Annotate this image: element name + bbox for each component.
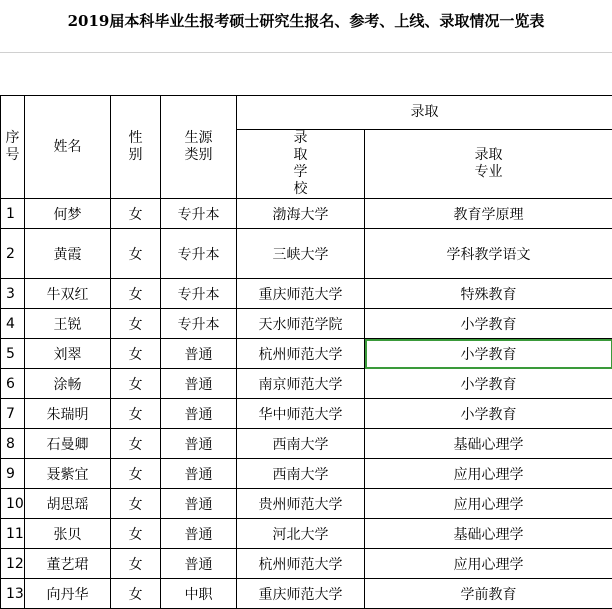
table-row: [1, 549, 612, 579]
cell-school[interactable]: 贵州师范大学: [237, 489, 365, 519]
cell-major[interactable]: 应用心理学: [365, 549, 612, 579]
table-row: [1, 369, 612, 399]
cell-major[interactable]: 学前教育: [365, 579, 612, 609]
cell-major[interactable]: 应用心理学: [365, 459, 612, 489]
cell-source[interactable]: 普通: [161, 519, 237, 549]
cell-no[interactable]: 11: [1, 519, 25, 549]
cell-school[interactable]: 重庆师范大学: [237, 279, 365, 309]
cell-gender[interactable]: 女: [111, 199, 161, 229]
cell-gender[interactable]: 女: [111, 549, 161, 579]
cell-name[interactable]: 董艺珺: [25, 549, 111, 579]
cell-no[interactable]: 7: [1, 399, 25, 429]
cell-name[interactable]: 黄霞: [25, 229, 111, 279]
cell-gender[interactable]: 女: [111, 279, 161, 309]
cell-no[interactable]: 13: [1, 579, 25, 609]
cell-major[interactable]: 小学教育: [365, 399, 612, 429]
cell-major[interactable]: 学科教学语文: [365, 229, 612, 279]
cell-school[interactable]: 西南大学: [237, 459, 365, 489]
cell-name[interactable]: 刘翠: [25, 339, 111, 369]
cell-name[interactable]: 涂畅: [25, 369, 111, 399]
cell-school[interactable]: 天水师范学院: [237, 309, 365, 339]
cell-school[interactable]: 河北大学: [237, 519, 365, 549]
cell-source[interactable]: 专升本: [161, 229, 237, 279]
cell-gender[interactable]: 女: [111, 309, 161, 339]
cell-major[interactable]: 小学教育: [365, 369, 612, 399]
cell-no[interactable]: 2: [1, 229, 25, 279]
cell-name[interactable]: 张贝: [25, 519, 111, 549]
cell-gender[interactable]: 女: [111, 339, 161, 369]
cell-gender[interactable]: 女: [111, 429, 161, 459]
cell-source[interactable]: 普通: [161, 459, 237, 489]
cell-gender[interactable]: 女: [111, 459, 161, 489]
table-row: [1, 429, 612, 459]
header-xingbie[interactable]: 性别: [111, 96, 161, 199]
cell-source[interactable]: 普通: [161, 339, 237, 369]
cell-name[interactable]: 胡思瑶: [25, 489, 111, 519]
cell-major[interactable]: 特殊教育: [365, 279, 612, 309]
admission-table: [0, 95, 612, 609]
table-row: [1, 519, 612, 549]
cell-no[interactable]: 4: [1, 309, 25, 339]
cell-gender[interactable]: 女: [111, 369, 161, 399]
cell-no[interactable]: 8: [1, 429, 25, 459]
cell-school[interactable]: 渤海大学: [237, 199, 365, 229]
table-row: [1, 489, 612, 519]
cell-no[interactable]: 1: [1, 199, 25, 229]
table-row: [1, 279, 612, 309]
cell-source[interactable]: 普通: [161, 489, 237, 519]
cell-gender[interactable]: 女: [111, 229, 161, 279]
sheet-title: 2019届本科毕业生报考硕士研究生报名、参考、上线、录取情况一览表: [0, 10, 612, 31]
cell-gender[interactable]: 女: [111, 579, 161, 609]
cell-no[interactable]: 5: [1, 339, 25, 369]
table-row: [1, 309, 612, 339]
cell-name[interactable]: 聂紫宜: [25, 459, 111, 489]
cell-school[interactable]: 三峡大学: [237, 229, 365, 279]
cell-source[interactable]: 普通: [161, 399, 237, 429]
header-xingming[interactable]: 姓名: [25, 96, 111, 199]
cell-major[interactable]: 教育学原理: [365, 199, 612, 229]
header-shengyuan[interactable]: 生源类别: [161, 96, 237, 199]
cell-school[interactable]: 杭州师范大学: [237, 549, 365, 579]
cell-source[interactable]: 普通: [161, 429, 237, 459]
cell-gender[interactable]: 女: [111, 399, 161, 429]
cell-no[interactable]: 3: [1, 279, 25, 309]
header-xuexiao[interactable]: 录取学校: [237, 130, 365, 199]
sheet-gridline: [0, 52, 612, 53]
cell-major[interactable]: 基础心理学: [365, 519, 612, 549]
header-zhuanye[interactable]: 录取专业: [365, 130, 612, 199]
cell-name[interactable]: 石曼卿: [25, 429, 111, 459]
cell-name[interactable]: 朱瑞明: [25, 399, 111, 429]
cell-school[interactable]: 西南大学: [237, 429, 365, 459]
cell-school[interactable]: 杭州师范大学: [237, 339, 365, 369]
cell-name[interactable]: 王锐: [25, 309, 111, 339]
cell-no[interactable]: 9: [1, 459, 25, 489]
cell-name[interactable]: 牛双红: [25, 279, 111, 309]
cell-major[interactable]: 小学教育: [365, 309, 612, 339]
cell-name[interactable]: 向丹华: [25, 579, 111, 609]
cell-source[interactable]: 专升本: [161, 309, 237, 339]
cell-gender[interactable]: 女: [111, 519, 161, 549]
table-row: [1, 199, 612, 229]
cell-no[interactable]: 12: [1, 549, 25, 579]
cell-school[interactable]: 重庆师范大学: [237, 579, 365, 609]
table-row: [1, 339, 612, 369]
table-row: [1, 229, 612, 279]
cell-school[interactable]: 南京师范大学: [237, 369, 365, 399]
table-row: [1, 579, 612, 609]
table-row: [1, 459, 612, 489]
cell-name[interactable]: 何梦: [25, 199, 111, 229]
cell-source[interactable]: 专升本: [161, 199, 237, 229]
cell-no[interactable]: 10: [1, 489, 25, 519]
cell-source[interactable]: 普通: [161, 549, 237, 579]
cell-source[interactable]: 普通: [161, 369, 237, 399]
cell-gender[interactable]: 女: [111, 489, 161, 519]
table-row: [1, 399, 612, 429]
cell-major[interactable]: 小学教育: [365, 339, 612, 369]
header-luqu[interactable]: 录取: [237, 96, 612, 130]
cell-major[interactable]: 应用心理学: [365, 489, 612, 519]
cell-source[interactable]: 中职: [161, 579, 237, 609]
cell-major[interactable]: 基础心理学: [365, 429, 612, 459]
cell-no[interactable]: 6: [1, 369, 25, 399]
cell-school[interactable]: 华中师范大学: [237, 399, 365, 429]
cell-source[interactable]: 专升本: [161, 279, 237, 309]
header-xuhao[interactable]: 序号: [1, 96, 25, 199]
